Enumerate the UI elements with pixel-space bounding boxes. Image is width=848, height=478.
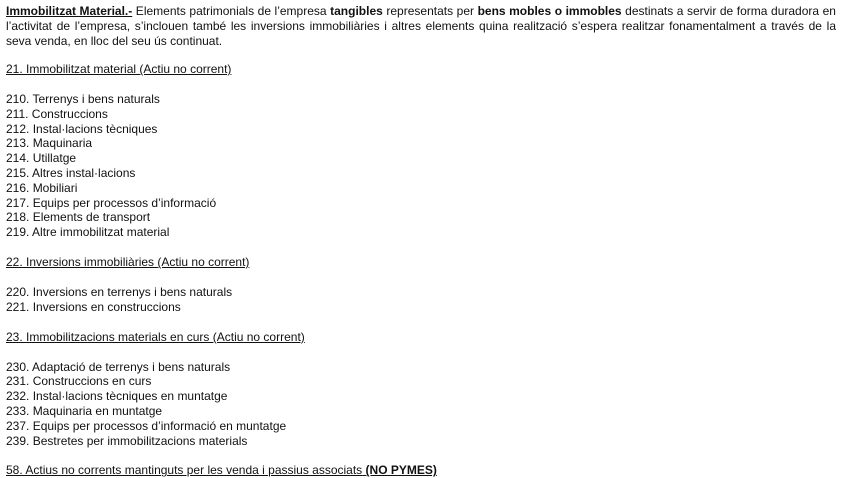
section-heading-58 [6, 463, 836, 478]
intro-paragraph [6, 4, 836, 49]
list-item: 232. Instal·lacions tècniques en muntatge [6, 389, 228, 404]
document-page [6, 4, 836, 478]
list-item: 217. Equips per processos d’informació [6, 195, 217, 210]
intro-bold-tangibles: tangibles [330, 4, 383, 18]
list-item: 239. Bestretes per immobilitzacions materials [6, 433, 248, 448]
section-heading-58-bold: (NO PYMES) [365, 463, 437, 478]
list-item: 231. Construccions en curs [6, 374, 152, 389]
section-heading-23: 23. Immobilitzacions materials en curs (Actiu no corrent) [6, 329, 305, 344]
intro-lead-term: Immobilitzat Material.- [6, 4, 133, 18]
intro-text-3: destinats a servir de forma duradora en l’activitat de l’empresa, s’inclouen també les inversions immobiliàries i altres elements quina realització s’espera realitzar fonamentalment a través de la seva venda, en lloc del seu ús continuat. [6, 4, 836, 48]
list-item: 237. Equips per processos d’informació en muntatge [6, 418, 287, 433]
list-item: 233. Maquinaria en muntatge [6, 403, 163, 418]
list-item: 219. Altre immobilitzat material [6, 225, 170, 240]
list-item: 210. Terrenys i bens naturals [6, 92, 160, 106]
list-item: 216. Mobiliari [6, 180, 78, 195]
account-list-21 [6, 92, 836, 240]
account-list-22 [6, 285, 836, 315]
list-item: 221. Inversions en construccions [6, 299, 181, 314]
intro-bold-bens: bens mobles o immobles [477, 4, 622, 18]
list-item: 213. Maquinaria [6, 136, 93, 151]
section-heading-21: 21. Immobilitzat material (Actiu no corrent) [6, 62, 232, 76]
list-item: 218. Elements de transport [6, 210, 151, 225]
list-item: 211. Construccions [6, 106, 108, 121]
list-item: 230. Adaptació de terrenys i bens naturals [6, 359, 231, 374]
section-heading-58-text: 58. Actius no corrents mantinguts per les venda i passius associats [6, 463, 363, 478]
intro-text-1: Elements patrimonials de l’empresa [132, 4, 331, 18]
list-item: 212. Instal·lacions tècniques [6, 121, 158, 136]
list-item: 220. Inversions en terrenys i bens naturals [6, 284, 233, 299]
account-list-23 [6, 360, 836, 449]
section-heading-22: 22. Inversions immobiliàries (Actiu no corrent) [6, 254, 250, 269]
list-item: 215. Altres instal·lacions [6, 165, 136, 180]
list-item: 214. Utillatge [6, 151, 77, 166]
intro-text-2: representats per [382, 4, 478, 18]
